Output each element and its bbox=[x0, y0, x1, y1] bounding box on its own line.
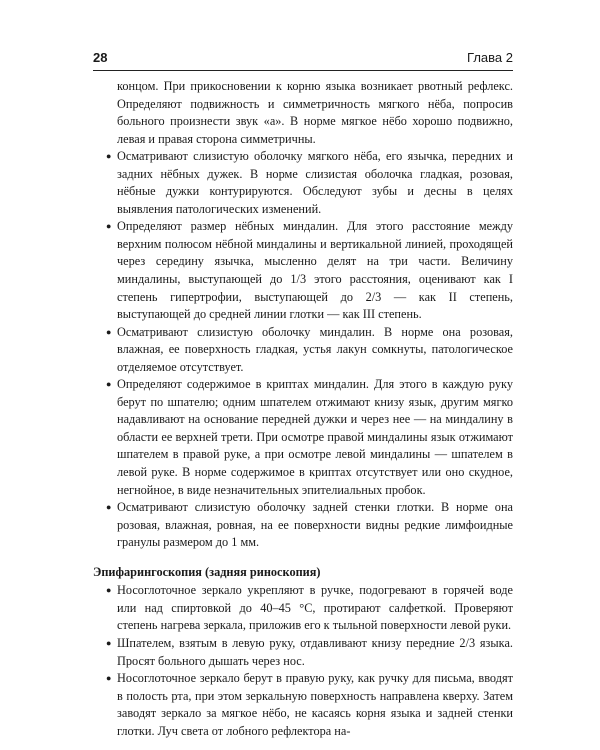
running-header bbox=[93, 48, 513, 70]
bullet-item-pharynx-wall: ● Осматривают слизистую оболочку задней стенки глотки. В норме она розовая, влажная, ровная, на ее поверхности видны редкие лимфоидные гранулы размером до 1 мм. bbox=[93, 499, 513, 552]
bullet-item-mirror-warming: ● Носоглоточное зеркало укрепляют в ручке, подогревают в горячей воде или над спиртовкой до 40–45 °С, протирают салфеткой. Проверяют степень нагрева зеркала, приложив его к тыльной поверхности левой руки. bbox=[93, 582, 513, 635]
header-rule bbox=[93, 70, 513, 71]
section-heading: Эпифарингоскопия (задняя риноскопия) bbox=[93, 564, 321, 579]
paragraph-continued: концом. При прикосновении к корню языка возникает рвотный рефлекс. Определяют подвижность и симметричность мягкого нёба, попросив больного произнести звук «а». В норме мягкое нёбо хорошо подвижно, левая и правая сторона симметричны. bbox=[117, 79, 513, 146]
chapter-title: Глава 2 bbox=[467, 50, 513, 65]
page-number: 28 bbox=[93, 50, 108, 65]
bullet-item-tonsil-mucosa: ● Осматривают слизистую оболочку миндалин. В норме она розовая, влажная, ее поверхность гладкая, устья лакун сомкнуты, патологическое отделяемое отсутствует. bbox=[93, 324, 513, 377]
bullet-item-soft-palate-mucosa: ● Осматривают слизистую оболочку мягкого нёба, его язычка, передних и задних нёбных дужек. В норме слизистая оболочка гладкая, розовая, нёбные дужки контурируются. Обследуют зубы и десны в целях выявления патологических изменений. bbox=[93, 148, 513, 218]
body-text bbox=[93, 78, 513, 740]
bullet-item-tonsil-size: ● Определяют размер нёбных миндалин. Для этого расстояние между верхним полюсом нёбной миндалины и вертикальной линией, проходящей через середину язычка, мысленно делят на три части. Величину миндалины, выступающей до 1/3 этого расстояния, оценивают как I степень гипертрофии, выступающей до 2/3 — как II степень, выступающей до средней линии глотки — как III степень. bbox=[93, 218, 513, 323]
bullet-item-tongue-depress: ● Шпателем, взятым в левую руку, отдавливают книзу передние 2/3 языка. Просят больного дышать через нос. bbox=[93, 635, 513, 670]
bullet-item-crypt-contents: ● Определяют содержимое в криптах миндалин. Для этого в каждую руку берут по шпателю; одним шпателем отжимают книзу язык, другим мягко надавливают на основание передней дужки и через нее — на миндалину в области ее верхней трети. При осмотре правой миндалины язык отжимают шпателем в правой руке, а при осмотре левой миндалины — шпателем в левой руке. В норме содержимое в криптах отсутствует или оно скудное, негнойное, в виде незначительных эпителиальных пробок. bbox=[93, 376, 513, 499]
bullet-item-mirror-insertion: ● Носоглоточное зеркало берут в правую руку, как ручку для письма, вводят в полость рта, при этом зеркальную поверхность направлена кверху. Затем заводят зеркало за мягкое нёбо, не касаясь корня языка и задней стенки глотки. Луч света от лобного рефлектора на- bbox=[93, 670, 513, 740]
